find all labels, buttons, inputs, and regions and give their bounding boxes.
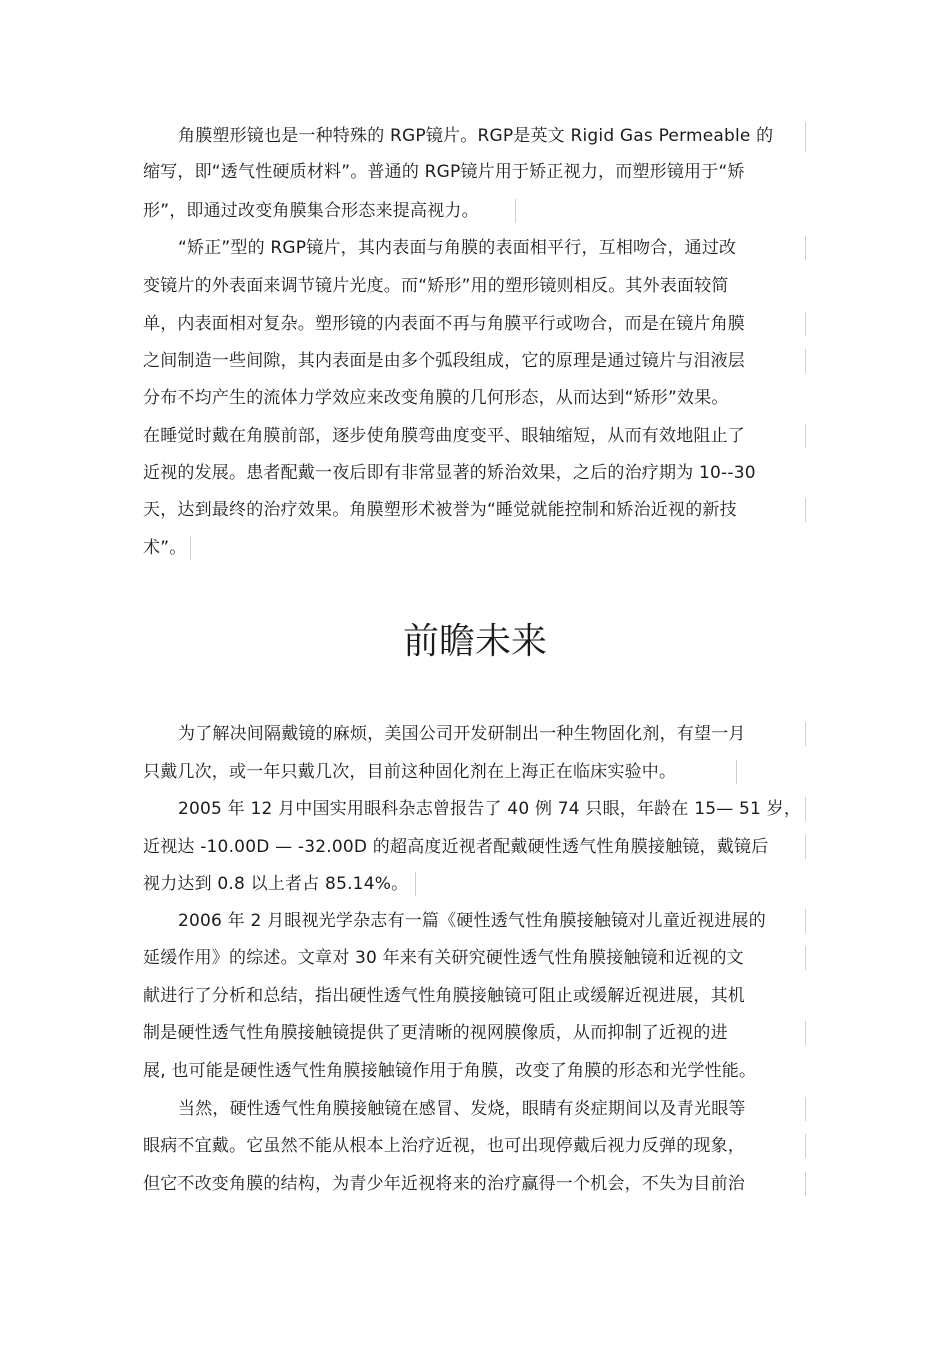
- paragraph-line: 制是硬性透气性角膜接触镜提供了更清晰的视网膜像质，从而抑制了近视的进: [143, 1023, 728, 1043]
- text-box-edge: [805, 835, 806, 859]
- text-box-edge: [415, 872, 416, 896]
- paragraph-line: 眼病不宜戴。它虽然不能从根本上治疗近视，也可出现停戴后视力反弹的现象，: [143, 1136, 745, 1156]
- paragraph-line: 角膜塑形镜也是一种特殊的 RGP镜片。RGP是英文 Rigid Gas Permeable 的: [178, 126, 774, 146]
- text-box-edge: [805, 1097, 806, 1121]
- paragraph-line: 但它不改变角膜的结构，为青少年近视将来的治疗赢得一个机会，不失为目前治: [143, 1174, 745, 1194]
- paragraph-line: 献进行了分析和总结，指出硬性透气性角膜接触镜可阻止或缓解近视进展，其机: [143, 986, 745, 1006]
- text-box-edge: [805, 424, 806, 448]
- text-box-edge: [805, 1172, 806, 1196]
- text-box-edge: [805, 797, 806, 821]
- paragraph-line: 近视的发展。患者配戴一夜后即有非常显著的矫治效果，之后的治疗期为 10--30: [143, 463, 756, 483]
- paragraph-line: 缩写，即“透气性硬质材料”。普通的 RGP镜片用于矫正视力，而塑形镜用于“矫: [143, 162, 745, 182]
- paragraph-line: 天，达到最终的治疗效果。角膜塑形术被誉为“睡觉就能控制和矫治近视的新技: [143, 500, 737, 520]
- text-box-edge: [805, 236, 806, 260]
- paragraph-line: 只戴几次，或一年只戴几次，目前这种固化剂在上海正在临床实验中。: [143, 762, 677, 782]
- paragraph-line: 在睡觉时戴在角膜前部，逐步使角膜弯曲度变平、眼轴缩短，从而有效地阻止了: [143, 426, 745, 446]
- paragraph-line: 当然，硬性透气性角膜接触镜在感冒、发烧，眼睛有炎症期间以及青光眼等: [178, 1099, 746, 1119]
- paragraph-line: 术”。: [143, 538, 187, 558]
- paragraph-line: 分布不均产生的流体力学效应来改变角膜的几何形态，从而达到“矫形”效果。: [143, 388, 729, 408]
- paragraph-line: 近视达 -10.00D — -32.00D 的超高度近视者配戴硬性透气性角膜接触镜，戴镜后: [143, 837, 769, 857]
- paragraph-line: 视力达到 0.8 以上者占 85.14%。: [143, 874, 409, 894]
- text-box-edge: [805, 722, 806, 746]
- text-box-edge: [805, 1021, 806, 1045]
- text-box-edge: [805, 312, 806, 336]
- text-box-edge: [515, 199, 516, 223]
- text-box-edge: [805, 349, 806, 373]
- paragraph-line: 延缓作用》的综述。文章对 30 年来有关研究硬性透气性角膜接触镜和近视的文: [143, 948, 744, 968]
- paragraph-line: “矫正”型的 RGP镜片，其内表面与角膜的表面相平行，互相吻合，通过改: [178, 238, 737, 258]
- paragraph-line: 变镜片的外表面来调节镜片光度。而“矫形”用的塑形镜则相反。其外表面较简: [143, 276, 729, 296]
- paragraph-line: 形”，即通过改变角膜集合形态来提高视力。: [143, 201, 479, 221]
- paragraph-line: 为了解决间隔戴镜的麻烦，美国公司开发研制出一种生物固化剂，有望一月: [178, 724, 746, 744]
- text-box-edge: [736, 760, 737, 784]
- paragraph-line: 展, 也可能是硬性透气性角膜接触镜作用于角膜，改变了角膜的形态和光学性能。: [143, 1061, 757, 1081]
- text-box-edge: [805, 498, 806, 522]
- text-box-edge: [805, 946, 806, 970]
- paragraph-line: 2006 年 2 月眼视光学杂志有一篇《硬性透气性角膜接触镜对儿童近视进展的: [178, 911, 766, 931]
- paragraph-line: 之间制造一些间隙，其内表面是由多个弧段组成，它的原理是通过镜片与泪液层: [143, 351, 745, 371]
- text-box-edge: [805, 909, 806, 933]
- section-heading: 前瞻未来: [402, 621, 547, 662]
- paragraph-line: 单，内表面相对复杂。塑形镜的内表面不再与角膜平行或吻合，而是在镜片角膜: [143, 314, 745, 334]
- paragraph-line: 2005 年 12 月中国实用眼科杂志曾报告了 40 例 74 只眼，年龄在 15— 51 岁，: [178, 799, 802, 819]
- text-box-edge: [805, 122, 806, 152]
- text-box-edge: [190, 536, 191, 560]
- text-box-edge: [805, 1134, 806, 1158]
